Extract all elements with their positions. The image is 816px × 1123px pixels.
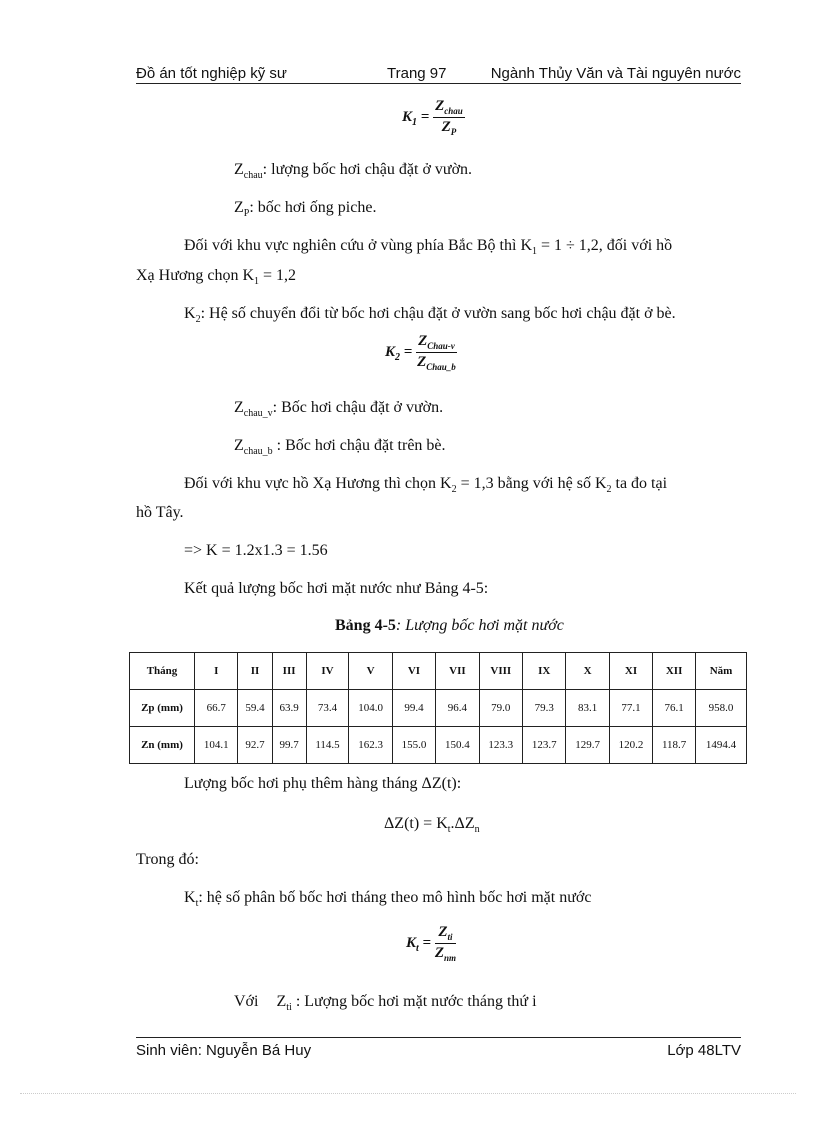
- table-cell: 129.7: [566, 727, 609, 764]
- table-cell: 150.4: [436, 727, 479, 764]
- header-cell: VII: [436, 653, 479, 690]
- kt-denominator: $Z_{nm}$: [434, 945, 457, 963]
- header-cell: V: [349, 653, 392, 690]
- delta-intro: Lượng bốc hơi phụ thêm hàng tháng ΔZ(t):: [184, 775, 462, 792]
- header-cell: X: [566, 653, 609, 690]
- k-result: => K = 1.2x1.3 = 1.56: [184, 542, 328, 559]
- k2-fraction: [416, 333, 457, 372]
- header-cell: I: [195, 653, 238, 690]
- page-bottom-divider: [20, 1093, 796, 1094]
- table-cell: 66.7: [195, 690, 238, 727]
- header-cell: III: [272, 653, 306, 690]
- table-caption-label: Bảng 4-5: [335, 617, 396, 634]
- def-zp: $Z_P$: bốc hơi ống piche.: [234, 199, 377, 220]
- para1-line2: Xạ Hương chọn $K_1 = 1,2$: [136, 267, 297, 288]
- table-cell: 79.0: [479, 690, 522, 727]
- table-cell: 77.1: [609, 690, 652, 727]
- para2-line1: Đối với khu vực hồ Xạ Hương thì chọn $K_2 = 1,3$ bằng với hệ số $K_2$ ta đo tại: [184, 475, 668, 496]
- table-cell: 123.7: [523, 727, 566, 764]
- table-cell: 1494.4: [696, 727, 747, 764]
- def-zchau-b: $Z_{chau\_b}$ : Bốc hơi chậu đặt trên bè.: [234, 437, 446, 458]
- header-cell: II: [238, 653, 272, 690]
- table-cell: 104.0: [349, 690, 392, 727]
- table-cell: 162.3: [349, 727, 392, 764]
- header-cell: VI: [392, 653, 435, 690]
- formula-delta: $\Delta Z(t) = K_t.\Delta Z_n$: [384, 815, 480, 836]
- k1-numerator: $Z_{chau}$: [435, 98, 463, 116]
- header-cell: IV: [306, 653, 349, 690]
- table-cell: 99.4: [392, 690, 435, 727]
- table-row: [130, 727, 747, 764]
- trong-do: Trong đó:: [136, 851, 199, 868]
- formula-kt: $K_t$ = $\frac{Z_{ti}}{Z_{nm}}$: [406, 924, 457, 963]
- row-label: Zp (mm): [130, 690, 195, 727]
- header-cell: Tháng: [130, 653, 195, 690]
- header-cell: VIII: [479, 653, 522, 690]
- table-cell: 114.5: [306, 727, 349, 764]
- k1-sub: 1: [412, 116, 418, 128]
- k1-denominator: $Z_P$: [441, 119, 457, 137]
- def-kt: $K_t$: hệ số phân bố bốc hơi tháng theo mô hình bốc hơi mặt nước: [184, 889, 592, 910]
- table-caption-title: : Lượng bốc hơi mặt nước: [395, 617, 564, 634]
- def-zchau-v: $Z_{chau\_v}$: Bốc hơi chậu đặt ở vườn.: [234, 399, 444, 420]
- para2-line2: hồ Tây.: [136, 504, 184, 521]
- table-cell: 63.9: [272, 690, 306, 727]
- header-cell: XII: [653, 653, 696, 690]
- row-label: Zn (mm): [130, 727, 195, 764]
- table-caption: [335, 617, 564, 635]
- table-cell: 99.7: [272, 727, 306, 764]
- table-cell: 79.3: [523, 690, 566, 727]
- formula-k2: $K_2$ = $\frac{Z_{Chau-v}}{Z_{Chau\_b}}$: [385, 333, 456, 372]
- para1-line1: Đối với khu vực nghiên cứu ở vùng phía Bắc Bộ thì $K_1 = 1 \div 1,2$, đối với hồ: [184, 237, 673, 258]
- header-left: Đồ án tốt nghiệp kỹ sư: [136, 65, 287, 82]
- header-cell: XI: [609, 653, 652, 690]
- page-header: [136, 63, 741, 84]
- table-cell: 120.2: [609, 727, 652, 764]
- table-cell: 104.1: [195, 727, 238, 764]
- table-cell: 59.4: [238, 690, 272, 727]
- def-zchau: $Z_{chau}$: lượng bốc hơi chậu đặt ở vườn.: [234, 161, 473, 182]
- table-cell: 76.1: [653, 690, 696, 727]
- def-k2: $K_2$: Hệ số chuyển đổi từ bốc hơi chậu đặt ở vườn sang bốc hơi chậu đặt ở bè.: [184, 305, 676, 326]
- header-cell: IX: [523, 653, 566, 690]
- header-right: Ngành Thủy Văn và Tài nguyên nước: [490, 65, 741, 82]
- table-cell: 96.4: [436, 690, 479, 727]
- table-cell: 155.0: [392, 727, 435, 764]
- voi-line: Với $Z_{ti}$ : Lượng bốc hơi mặt nước tháng thứ i: [234, 993, 537, 1014]
- table-cell: 92.7: [238, 727, 272, 764]
- table-cell: 83.1: [566, 690, 609, 727]
- table-cell: 958.0: [696, 690, 747, 727]
- k1-fraction: [433, 98, 465, 137]
- table-cell: 73.4: [306, 690, 349, 727]
- k1-symbol: K: [402, 108, 413, 125]
- k2-numerator: $Z_{Chau-v}$: [418, 333, 455, 351]
- table-row: [130, 690, 747, 727]
- formula-k1: $K_1$ = $\frac{Z_{chau}}{Z_P}$: [402, 98, 463, 137]
- footer-right: Lớp 48LTV: [667, 1042, 741, 1059]
- table-cell: 123.3: [479, 727, 522, 764]
- footer-rule: [136, 1037, 741, 1038]
- result-intro: Kết quả lượng bốc hơi mặt nước như Bảng 4-5:: [184, 580, 489, 597]
- header-cell: Năm: [696, 653, 747, 690]
- table-header-row: [130, 653, 747, 690]
- kt-fraction: [435, 924, 456, 963]
- table-cell: 118.7: [653, 727, 696, 764]
- evaporation-table: [129, 652, 747, 764]
- k2-denominator: $Z_{Chau\_b}$: [417, 354, 456, 372]
- kt-numerator: $Z_{ti}$: [435, 924, 456, 944]
- footer-left: Sinh viên: Nguyễn Bá Huy: [136, 1042, 312, 1059]
- header-page-number: Trang 97: [387, 65, 447, 82]
